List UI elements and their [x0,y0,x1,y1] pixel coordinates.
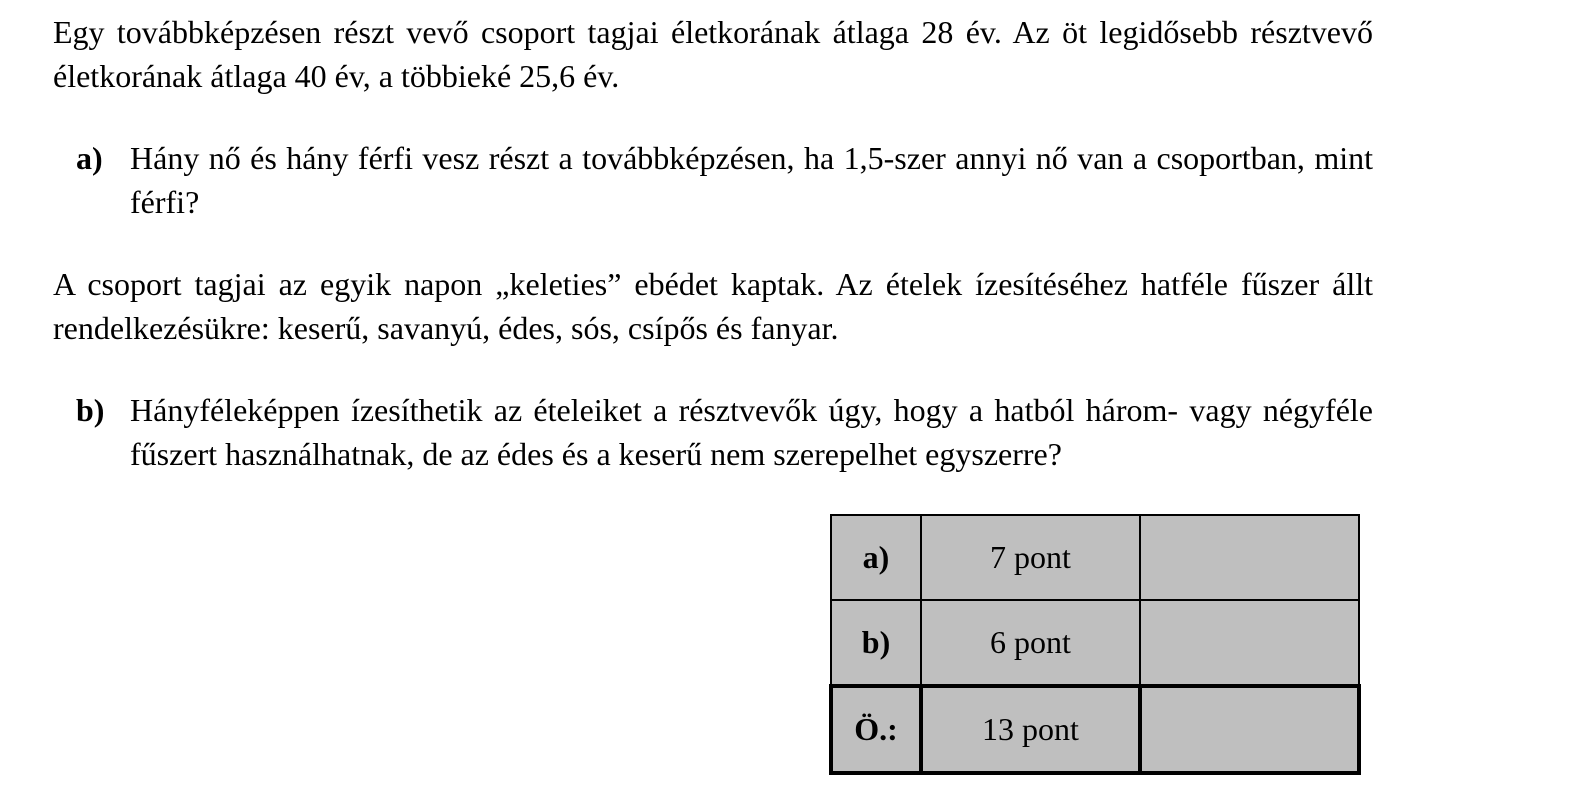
task-a-label: a) [76,140,103,176]
score-max-points: 6 pont [921,600,1140,686]
task-a-text: Hány nő és hány férfi vesz részt a továbbképzésen, ha 1,5-szer annyi nő van a csoportban, mint férfi? [130,140,1373,220]
score-table [829,514,1361,775]
score-row-total [831,686,1359,773]
intro-paragraph: Egy továbbképzésen részt vevő csoport tagjai életkorának átlaga 28 év. Az öt legidősebb résztvevő életkorának átlaga 40 év, a többieké 25,6 év. [53,14,1373,94]
score-total-points: 13 pont [921,686,1140,773]
context-paragraph: A csoport tagjai az egyik napon „keleties” ebédet kaptak. Az ételek ízesítéséhez hatféle fűszer állt rendelkezésükre: keserű, savanyú, édes, sós, csípős és fanyar. [53,266,1373,346]
score-part-label: b) [831,600,921,686]
task-b-text: Hányféleképpen ízesíthetik az ételeiket a résztvevők úgy, hogy a hatból három- vagy négyféle fűszert használhatnak, de az édes és a keserű nem szerepelhet egyszerre? [130,392,1373,472]
score-max-points: 7 pont [921,515,1140,600]
score-total-earned-cell [1140,686,1359,773]
task-b-label: b) [76,392,105,428]
task-a [76,136,1373,224]
score-part-label: a) [831,515,921,600]
score-earned-cell [1140,515,1359,600]
task-b [76,388,1373,476]
score-row-b [831,600,1359,686]
score-earned-cell [1140,600,1359,686]
score-total-label: Ö.: [831,686,921,773]
score-row-a [831,515,1359,600]
